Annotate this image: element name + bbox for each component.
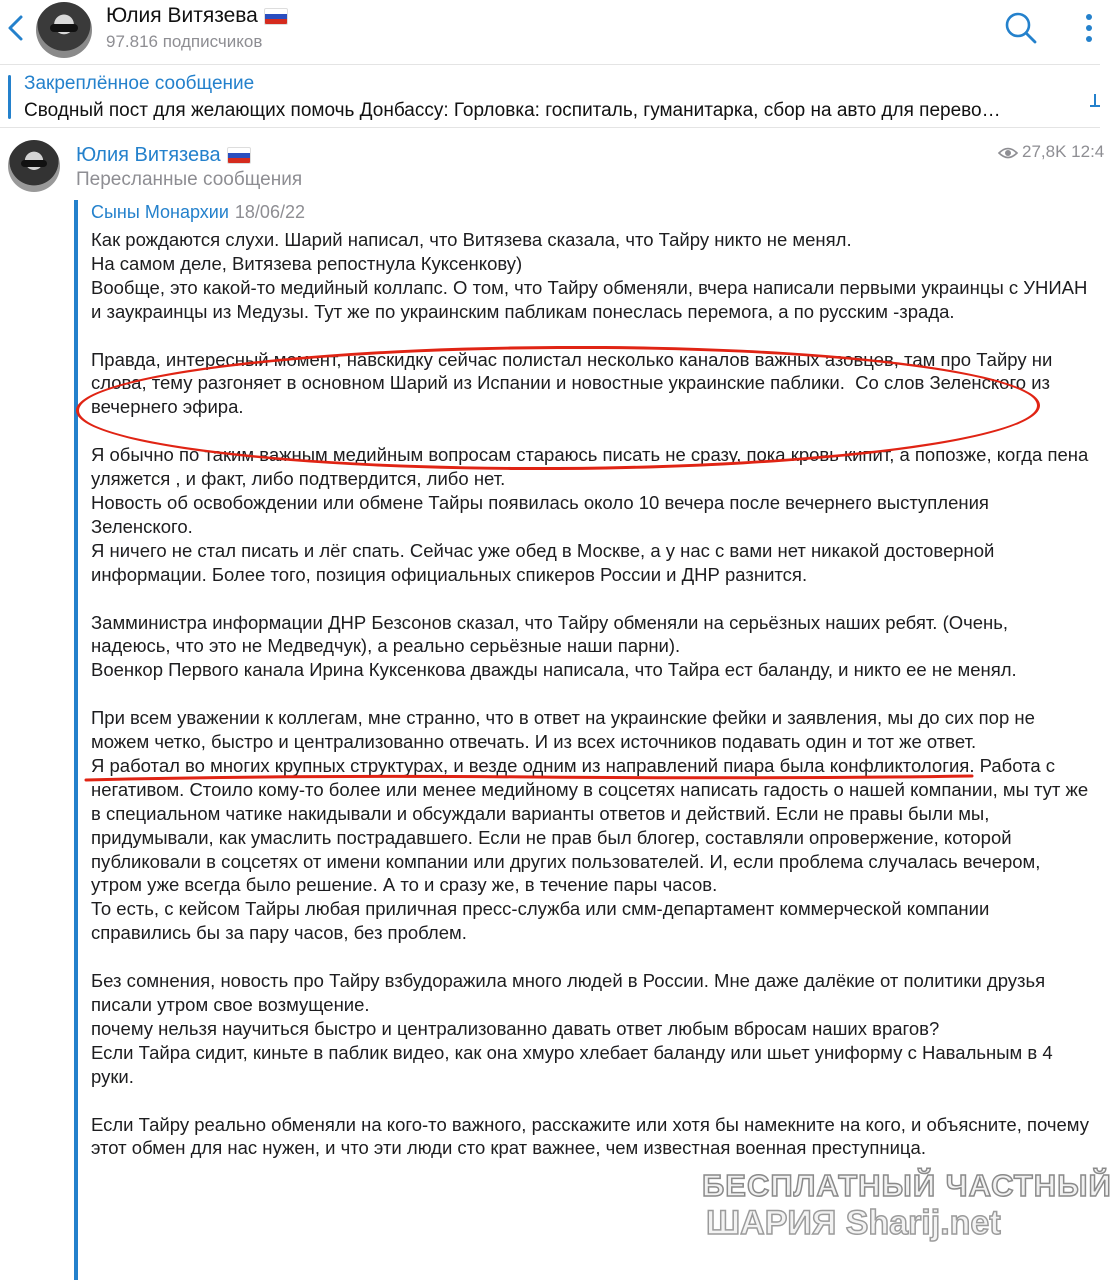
message-paragraph: Без сомнения, новость про Тайру взбудоражила много людей в России. Мне даже далёкие от политики друзья писали утром свое возмущение. почему нельзя научиться быстро и централизованно давать ответ любым вбросам наших врагов? Если Тайра сидит, киньте в паблик видео, как она хмуро хлебает баланду или шьет униформу с Навальным в 4 руки. <box>91 970 1053 1087</box>
back-arrow-icon[interactable] <box>4 12 26 44</box>
sender-avatar[interactable] <box>8 140 60 192</box>
forwarded-label: Пересланные сообщения <box>76 169 303 190</box>
pinned-text: Сводный пост для желающих помочь Донбассу: Горловка: госпиталь, гуманитарка, сбор на авто для перево… <box>24 100 1001 121</box>
subscriber-count: 97.816 подписчиков <box>106 32 263 51</box>
message-paragraph-spacer <box>91 682 1091 706</box>
origin-date: 18/06/22 <box>234 202 305 222</box>
forward-origin <box>91 202 305 223</box>
sender-name[interactable]: Юлия Витязева <box>76 144 251 167</box>
message-paragraph-spacer <box>91 945 1091 969</box>
pinned-title: Закреплённое сообщение <box>24 73 255 94</box>
russia-flag-icon <box>227 147 251 164</box>
origin-channel-link[interactable]: Сыны Монархии <box>91 202 229 222</box>
message-paragraph-spacer <box>91 324 1091 348</box>
pinned-accent-bar <box>8 75 11 119</box>
forward-accent-bar <box>74 200 78 1280</box>
view-count: 27,8K <box>1022 142 1067 161</box>
channel-title: Юлия Витязева <box>106 4 288 28</box>
chat-header <box>0 0 1100 65</box>
pinned-message-bar[interactable] <box>0 65 1100 128</box>
eye-icon <box>998 146 1018 160</box>
message-paragraph: Если Тайру реально обменяли на кого-то важного, расскажите или хотя бы намекните на кого, и объясните, почему этот обмен для нас нужен, и что эти люди сто крат важнее, чем известная военная преступница. <box>91 1113 1095 1159</box>
channel-avatar[interactable] <box>36 2 92 58</box>
message-meta <box>998 142 1104 162</box>
message-paragraph: Замминистра информации ДНР Безсонов сказал, что Тайру обменяли на серьёзных наших ребят. (Очень, надеюсь, что это не Медведчук), а реально серьёзные наши парни). Военкор Первого канала Ирина Куксенкова дважды написала, что Тайра ест баланду, и никто ее не менял. <box>91 611 1017 681</box>
red-underline-annotation <box>84 773 974 783</box>
more-options-icon[interactable] <box>1084 12 1094 44</box>
message-paragraph-spacer <box>91 587 1091 611</box>
russia-flag-icon <box>264 8 288 25</box>
message-paragraph-spacer <box>91 1089 1091 1113</box>
message-paragraph: Правда, интересный момент, навскидку сейчас полистал несколько каналов важных азовцев, там про Тайру ни слова, тему разгоняет в основном Шарий из Испании и новостные украинские паблики. Со слов Зеленского из вечернего эфира. <box>91 348 1058 418</box>
search-icon[interactable] <box>1004 11 1038 45</box>
message-time: 12:4 <box>1071 142 1105 161</box>
watermark-line-1: БЕСПЛАТНЫЙ ЧАСТНЫЙ <box>702 1168 1112 1203</box>
watermark-line-2: ШАРИЯ Sharij.net <box>706 1204 1001 1242</box>
message-paragraph: Я обычно по таким важным медийным вопросам стараюсь писать не сразу, пока кровь кипит, а попозже, когда пена уляжется , и факт, либо подтвердится, либо нет. Новость об освобождении или обмене Тайры появилась около 10 вечера после вечернего выступления Зеленского. Я ничего не стал писать и лёг спать. Сейчас уже обед в Москве, а у нас с вами нет никакой достоверной информации. Более того, позиция официальных спикеров России и ДНР разнится. <box>91 444 1089 585</box>
message-paragraph: При всем уважении к коллегам, мне странно, что в ответ на украинские фейки и заявления, мы до сих пор не можем четко, быстро и централизованно отвечать. И из всех источников подавать один и тот же ответ. Я работал во многих крупных структурах, и везде одним из направлений пиара была конфликтология. Работа с негативом. Стоило кому-то более или менее медийному в соцсетях написать гадость о нашей компании, мы тут же в специальном чатике накидывали и обсуждали варианты ответов и действий. Если не правы были мы, придумывали, как умаслить пострадавшего. Если не прав был блогер, составляли опровержение, которой публиковали в соцсетях от имени компании или других пользователей. И, если проблема случалась вечером, утром уже всегда было решение. А то и сразу же, в течение пары часов. То есть, с кейсом Тайры любая приличная пресс-служба или смм-департамент коммерческой компании справились бы за пару часов, без проблем. <box>91 707 1089 944</box>
message-paragraph: Как рождаются слухи. Шарий написал, что Витязева сказала, что Тайру никто не менял. На самом деле, Витязева репостнула Куксенкову) Вообще, это какой-то медийный коллапс. О том, что Тайру обменяли, вчера написали первыми украинцы с УНИАН и заукраинцы из Медузы. Тут же по украинским пабликам понеслась перемога, а по русским -зрада. <box>91 229 1088 322</box>
pin-icon[interactable] <box>1086 92 1100 114</box>
